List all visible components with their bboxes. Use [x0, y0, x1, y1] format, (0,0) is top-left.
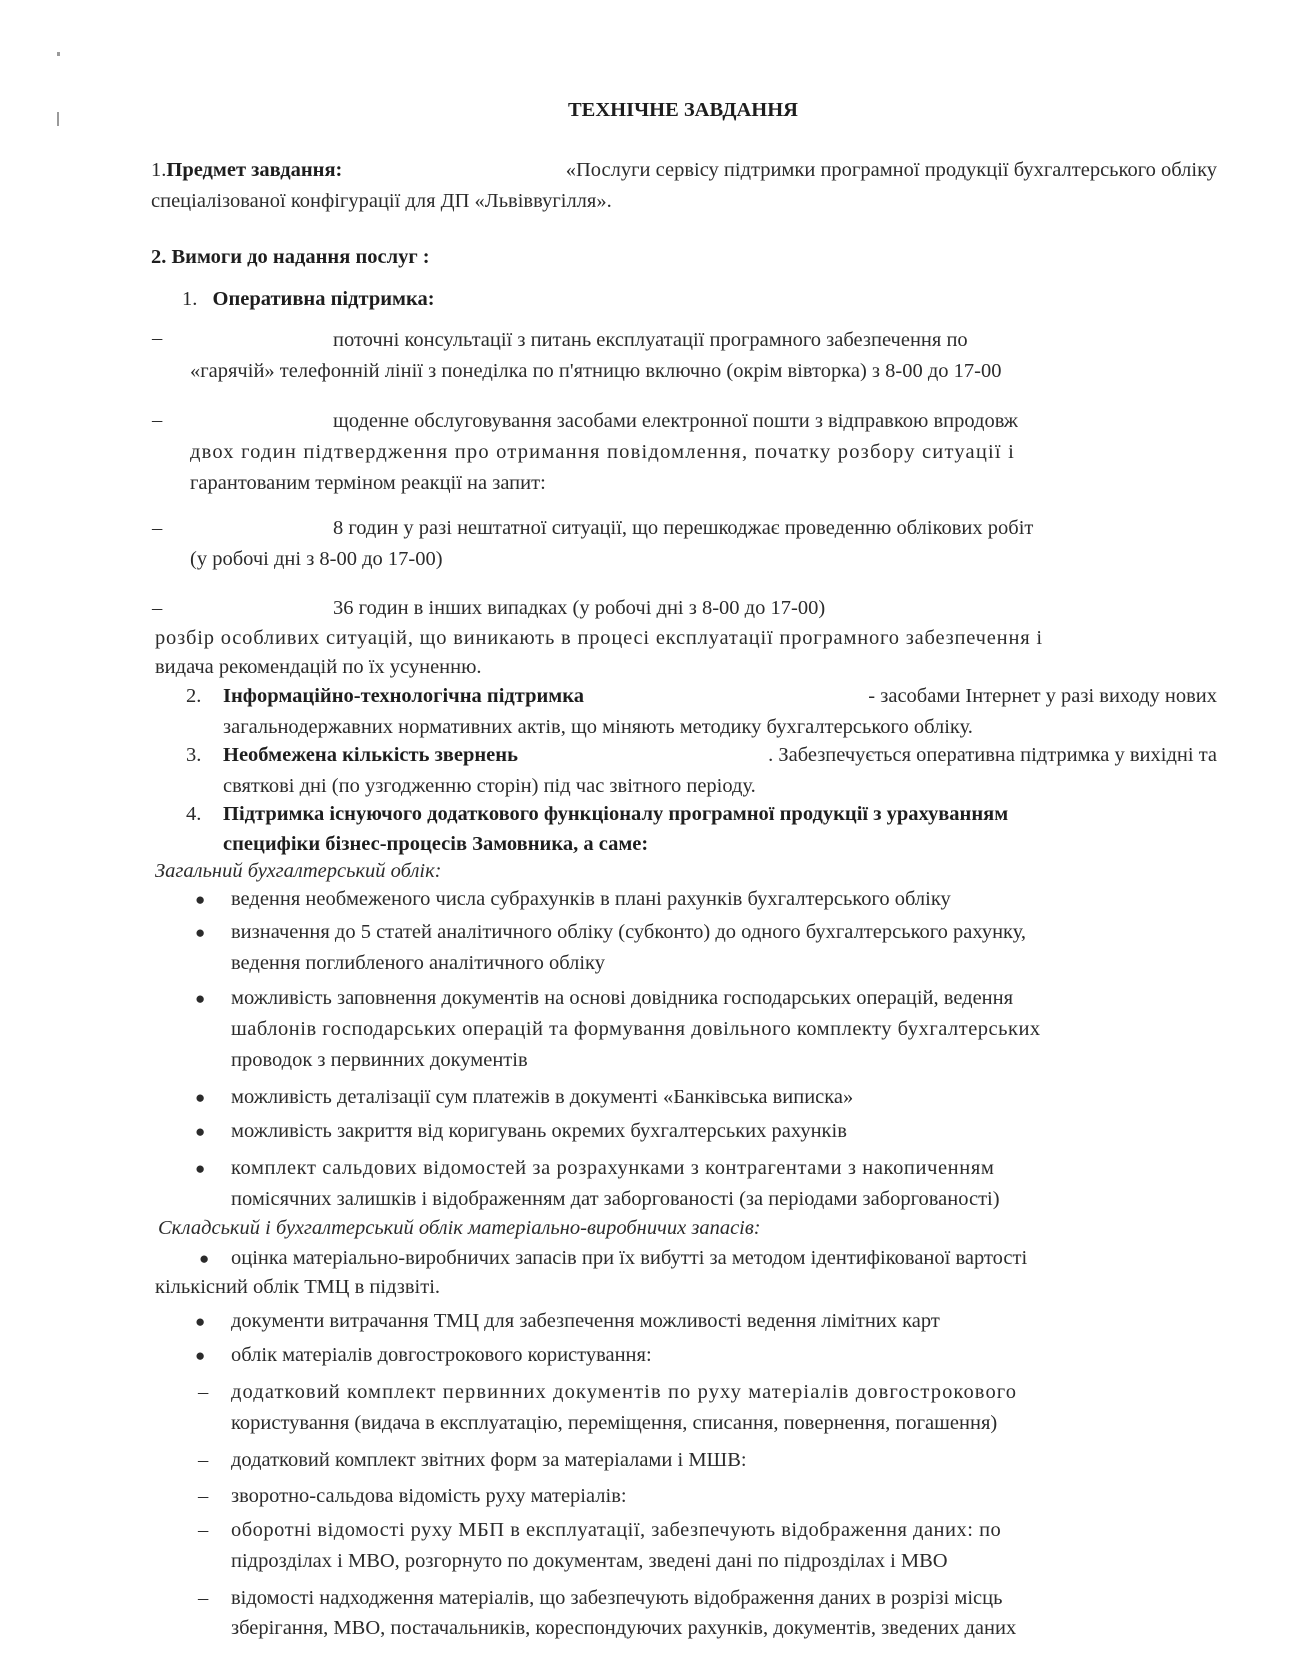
- item1-number: 1.: [182, 288, 198, 310]
- item1-dash3-line1: 8 годин у разі нештатної ситуації, що перешкоджає проведенню облікових робіт: [333, 517, 1034, 539]
- general-bullet4: можливість деталізації сум платежів в документі «Банківська виписка»: [231, 1086, 854, 1108]
- section1-number: 1.: [151, 159, 167, 181]
- general-bullet6-line1: комплект сальдових відомостей за розрахунками з контрагентами з накопиченням: [231, 1157, 995, 1179]
- section1-text: «Послуги сервісу підтримки програмної продукції бухгалтерського обліку: [565, 159, 1217, 181]
- section1-line2: спеціалізованої конфігурації для ДП «Львіввугілля».: [151, 190, 612, 212]
- bullet-marker: ●: [195, 1159, 206, 1178]
- warehouse-dash2: додатковий комплект звітних форм за матеріалами і МШВ:: [231, 1449, 747, 1471]
- warehouse-dash4-line1: оборотні відомості руху МБП в експлуатації, забезпечують відображення даних: по: [231, 1519, 1002, 1541]
- section1-line1: [151, 160, 1217, 181]
- section2-heading-text: 2. Вимоги до надання послуг :: [151, 246, 430, 268]
- item2-line2: загальнодержавних нормативних актів, що міняють методику бухгалтерського обліку.: [223, 716, 973, 738]
- warehouse-bullet1: документи витрачання ТМЦ для забезпечення можливості ведення лімітних карт: [231, 1310, 940, 1332]
- item3-text: . Забезпечується оперативна підтримка у вихідні та: [768, 744, 1217, 766]
- warehouse-first-line2: кількісний облік ТМЦ в підзвіті.: [155, 1276, 441, 1298]
- item1-label: Оперативна підтримка:: [212, 288, 435, 310]
- bullet-marker: ●: [195, 1122, 206, 1141]
- general-bullet3-line2: шаблонів господарських операцій та формування довільного комплекту бухгалтерських: [231, 1018, 1041, 1040]
- section1-label-text: Предмет завдання:: [166, 159, 343, 181]
- item2-line1: [223, 686, 1217, 707]
- bullet-marker: ●: [195, 923, 206, 942]
- item4-label-line1: Підтримка існуючого додаткового функціоналу програмної продукції з урахуванням: [223, 803, 1009, 825]
- item1-dash2-line3: гарантованим терміном реакції на запит:: [190, 472, 546, 494]
- item1-dash1-line2: «гарячій» телефонній лінії з понеділка по п'ятницю включно (окрім вівторка) з 8-00 до 17-00: [190, 360, 1002, 382]
- item3-line1: [223, 745, 1217, 766]
- general-bullet2-line2: ведення поглибленого аналітичного обліку: [231, 952, 605, 974]
- dash-marker: –: [198, 1519, 209, 1541]
- item1-dash4-line1: 36 годин в інших випадках (у робочі дні з 8-00 до 17-00): [333, 597, 826, 619]
- general-heading: Загальний бухгалтерський облік:: [155, 860, 442, 882]
- item4-line1: [223, 804, 1008, 825]
- warehouse-dash5-line1: відомості надходження матеріалів, що забезпечують відображення даних в розрізі місць: [231, 1587, 1003, 1609]
- warehouse-bullet2: облік матеріалів довгострокового користування:: [231, 1344, 652, 1366]
- scan-mark: [57, 52, 60, 56]
- general-bullet2-line1: визначення до 5 статей аналітичного обліку (субконто) до одного бухгалтерського рахунку,: [231, 921, 1027, 943]
- general-bullet5: можливість закриття від коригувань окремих бухгалтерських рахунків: [231, 1120, 847, 1142]
- item1-extra-line1: розбір особливих ситуацій, що виникають в процесі експлуатації програмного забезпечення і: [155, 627, 1043, 649]
- general-bullet3-line1: можливість заповнення документів на основі довідника господарських операцій, ведення: [231, 987, 1014, 1009]
- bullet-marker: ●: [195, 1088, 206, 1107]
- dash-marker: –: [198, 1381, 209, 1403]
- item1-heading: [182, 289, 435, 310]
- item4-number: 4.: [186, 803, 202, 825]
- item3-line2: святкові дні (по узгодженню сторін) під час звітного періоду.: [223, 775, 756, 797]
- warehouse-dash4-line2: підрозділах і МВО, розгорнуто по документам, зведені дані по підрозділах і МВО: [231, 1550, 948, 1572]
- bullet-marker: ●: [195, 1346, 206, 1365]
- general-bullet1: ведення необмеженого числа субрахунків в плані рахунків бухгалтерського обліку: [231, 888, 951, 910]
- item1-dash3-line2: (у робочі дні з 8-00 до 17-00): [190, 548, 443, 570]
- warehouse-dash1-line1: додатковий комплект первинних документів по руху матеріалів довгострокового: [231, 1381, 1018, 1403]
- section2-heading: [151, 247, 430, 268]
- item3-label: Необмежена кількість звернень: [223, 744, 518, 766]
- bullet-marker: ●: [195, 989, 206, 1008]
- page-title: [0, 100, 1292, 121]
- general-bullet3-line3: проводок з первинних документів: [231, 1049, 528, 1071]
- warehouse-dash5-line2: зберігання, МВО, постачальників, кореспондуючих рахунків, документів, зведених даних: [231, 1617, 1017, 1639]
- bullet-marker: ●: [199, 1249, 210, 1268]
- dash-marker: –: [152, 327, 163, 349]
- warehouse-heading: Складський і бухгалтерський облік матеріально-виробничих запасів:: [158, 1217, 761, 1239]
- item4-label-line2: специфіки бізнес-процесів Замовника, а саме:: [223, 833, 649, 855]
- dash-marker: –: [198, 1587, 209, 1609]
- warehouse-dash1-line2: користування (видача в експлуатацію, переміщення, списання, повернення, погашення): [231, 1412, 998, 1434]
- dash-marker: –: [198, 1449, 209, 1471]
- item2-label: Інформаційно-технологічна підтримка: [223, 685, 585, 707]
- warehouse-first-line1: оцінка матеріально-виробничих запасів при їх вибутті за методом ідентифікованої вартості: [231, 1247, 1028, 1269]
- item4-line2: [223, 834, 648, 855]
- page-title-text: ТЕХНІЧНЕ ЗАВДАННЯ: [568, 99, 798, 121]
- dash-marker: –: [152, 409, 163, 431]
- item1-dash2-line2: двох годин підтвердження про отримання повідомлення, початку розбору ситуації і: [190, 441, 1016, 463]
- item2-number: 2.: [186, 685, 202, 707]
- section1-label: [151, 160, 342, 181]
- item3-number: 3.: [186, 744, 202, 766]
- dash-marker: –: [198, 1485, 209, 1507]
- bullet-marker: ●: [195, 1312, 206, 1331]
- item1-dash2-line1: щоденне обслуговування засобами електронної пошти з відправкою впродовж: [333, 410, 1018, 432]
- dash-marker: –: [152, 597, 163, 619]
- bullet-marker: ●: [195, 890, 206, 909]
- warehouse-dash3: зворотно-сальдова відомість руху матеріалів:: [231, 1485, 627, 1507]
- item1-dash1-line1: [333, 330, 1217, 351]
- item1-dash1-text: поточні консультації з питань експлуатації програмного забезпечення по: [333, 329, 968, 351]
- item1-extra-line2: видача рекомендацій по їх усуненню.: [155, 656, 482, 678]
- general-bullet6-line2: помісячних залишків і відображенням дат заборгованості (за періодами заборгованості): [231, 1188, 1000, 1210]
- item2-text: - засобами Інтернет у разі виходу нових: [868, 685, 1217, 707]
- dash-marker: –: [152, 517, 163, 539]
